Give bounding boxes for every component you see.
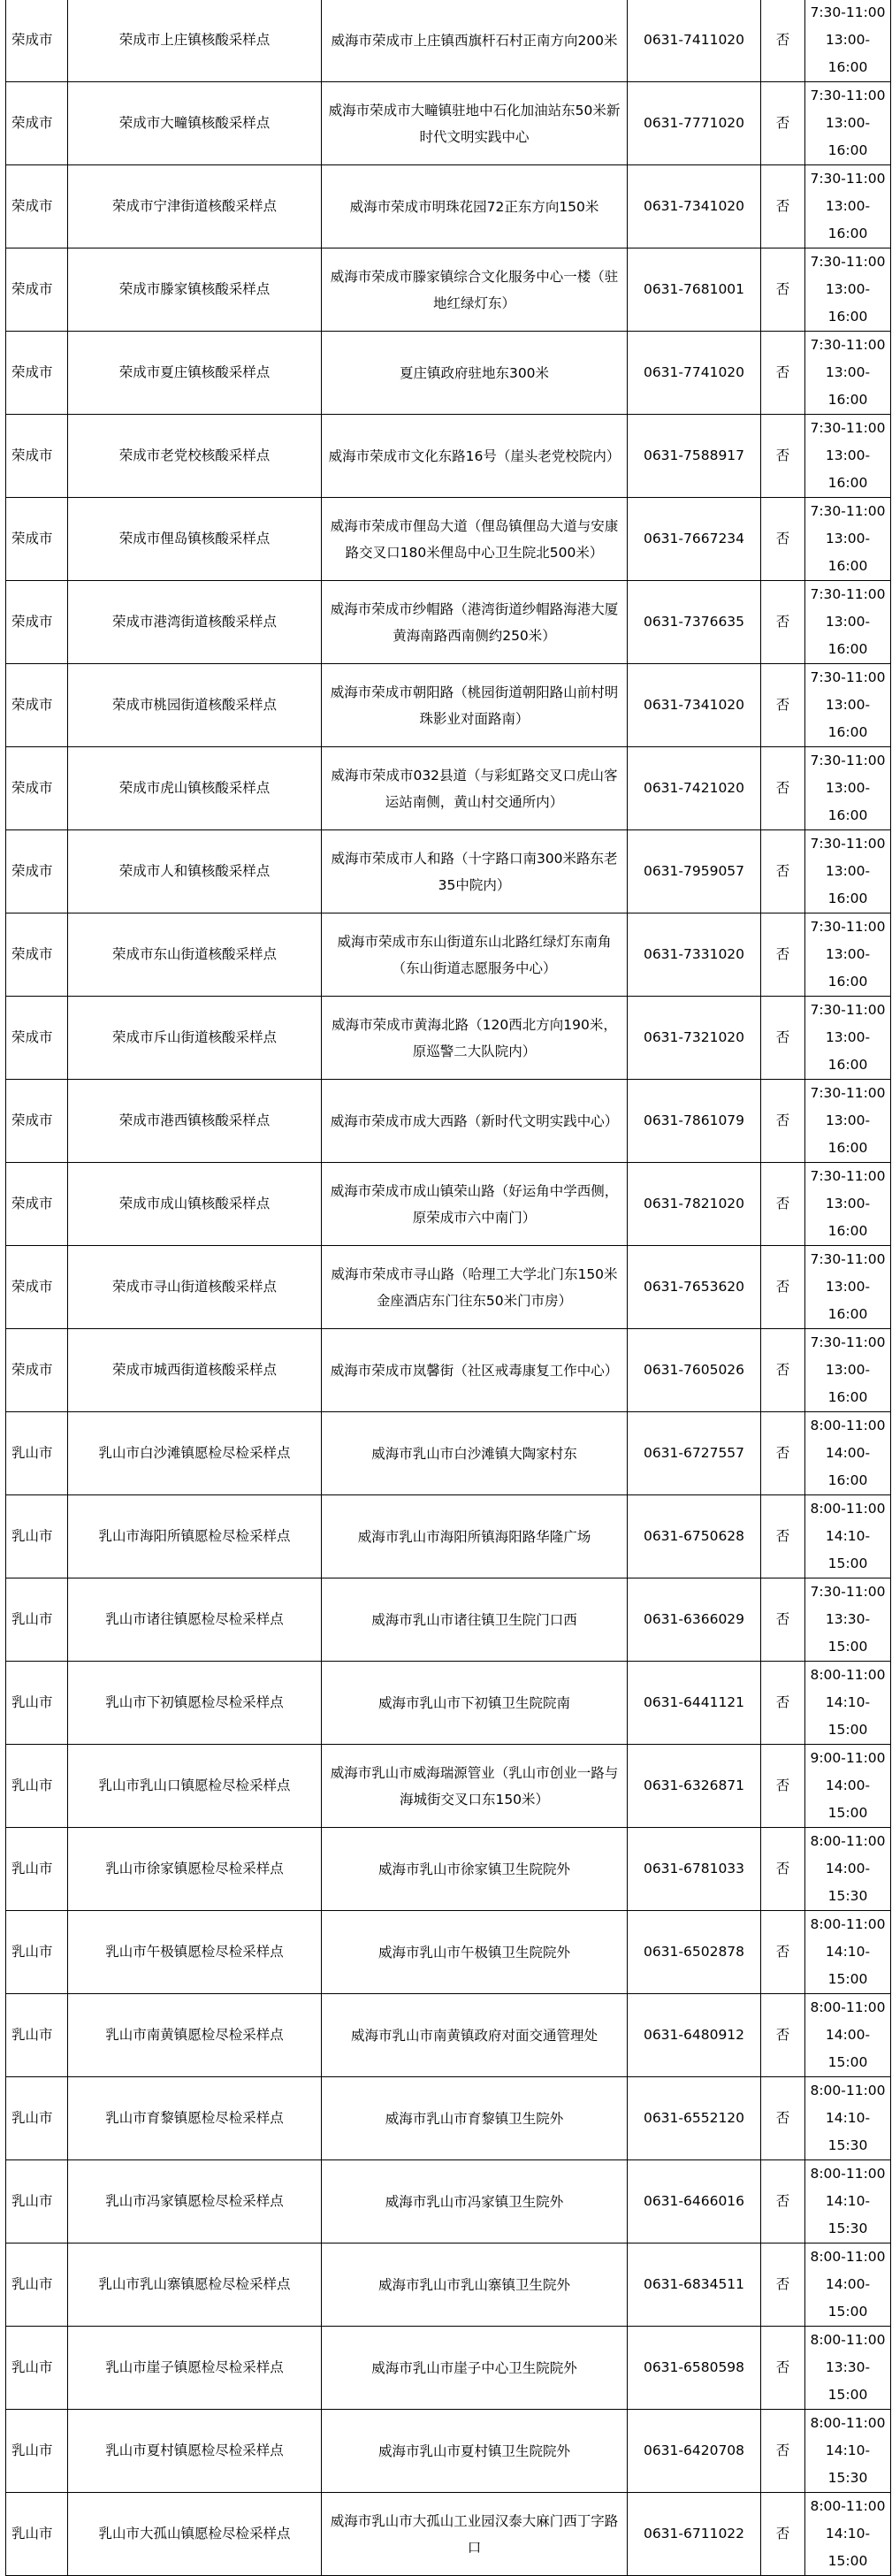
- hours-cell: 8:00-11:00 14:00-15:30: [805, 1828, 891, 1911]
- hours-cell: 7:30-11:00 13:30-15:00: [805, 1578, 891, 1662]
- district-cell: 荣成市: [6, 1080, 68, 1163]
- table-row: [6, 415, 891, 498]
- address-cell: 夏庄镇政府驻地东300米: [322, 332, 628, 415]
- flag-cell: 否: [761, 747, 805, 830]
- address-cell: 威海市荣成市明珠花园72正东方向150米: [322, 165, 628, 248]
- hours-cell: 7:30-11:00 13:00-16:00: [805, 1163, 891, 1246]
- district-cell: 荣成市: [6, 0, 68, 82]
- site-name-cell: 荣成市宁津街道核酸采样点: [68, 165, 322, 248]
- address-cell: 威海市荣成市文化东路16号（崖头老党校院内）: [322, 415, 628, 498]
- flag-cell: 否: [761, 1994, 805, 2077]
- district-cell: 乳山市: [6, 1578, 68, 1662]
- site-name-cell: 乳山市乳山寨镇愿检尽检采样点: [68, 2243, 322, 2327]
- table-row: [6, 332, 891, 415]
- table-row: [6, 747, 891, 830]
- sampling-sites-table: [5, 0, 891, 2576]
- flag-cell: 否: [761, 2493, 805, 2576]
- table-row: [6, 913, 891, 997]
- flag-cell: 否: [761, 1662, 805, 1745]
- address-cell: 威海市乳山市威海瑞源管业（乳山市创业一路与海城街交叉口东150米）: [322, 1745, 628, 1828]
- address-cell: 威海市荣成市滕家镇综合文化服务中心一楼（驻地红绿灯东）: [322, 248, 628, 332]
- district-cell: 荣成市: [6, 1246, 68, 1329]
- site-name-cell: 乳山市乳山口镇愿检尽检采样点: [68, 1745, 322, 1828]
- flag-cell: 否: [761, 1828, 805, 1911]
- district-cell: 荣成市: [6, 913, 68, 997]
- flag-cell: 否: [761, 0, 805, 82]
- site-name-cell: 荣成市港西镇核酸采样点: [68, 1080, 322, 1163]
- district-cell: 荣成市: [6, 1163, 68, 1246]
- phone-cell: 0631-7341020: [628, 165, 761, 248]
- site-name-cell: 乳山市下初镇愿检尽检采样点: [68, 1662, 322, 1745]
- phone-cell: 0631-6326871: [628, 1745, 761, 1828]
- hours-cell: 8:00-11:00 14:00-16:00: [805, 1412, 891, 1495]
- district-cell: 乳山市: [6, 2410, 68, 2493]
- address-cell: 威海市荣成市俚岛大道（俚岛镇俚岛大道与安康路交叉口180米俚岛中心卫生院北500米）: [322, 498, 628, 581]
- phone-cell: 0631-6480912: [628, 1994, 761, 2077]
- address-cell: 威海市荣成市人和路（十字路口南300米路东老35中院内）: [322, 830, 628, 913]
- phone-cell: 0631-6420708: [628, 2410, 761, 2493]
- table-row: [6, 82, 891, 165]
- hours-cell: 8:00-11:00 14:00-15:00: [805, 1994, 891, 2077]
- address-cell: 威海市乳山市诸往镇卫生院门口西: [322, 1578, 628, 1662]
- table-body: [6, 0, 891, 2576]
- hours-cell: 8:00-11:00 14:10-15:00: [805, 1911, 891, 1994]
- district-cell: 荣成市: [6, 1329, 68, 1412]
- address-cell: 威海市乳山市午极镇卫生院院外: [322, 1911, 628, 1994]
- table-row: [6, 1495, 891, 1578]
- flag-cell: 否: [761, 2160, 805, 2243]
- phone-cell: 0631-6750628: [628, 1495, 761, 1578]
- district-cell: 乳山市: [6, 2493, 68, 2576]
- address-cell: 威海市荣成市上庄镇西旗杆石村正南方向200米: [322, 0, 628, 82]
- district-cell: 乳山市: [6, 2077, 68, 2160]
- flag-cell: 否: [761, 2410, 805, 2493]
- table-row: [6, 1329, 891, 1412]
- phone-cell: 0631-6580598: [628, 2327, 761, 2410]
- phone-cell: 0631-7681001: [628, 248, 761, 332]
- flag-cell: 否: [761, 1163, 805, 1246]
- phone-cell: 0631-7421020: [628, 747, 761, 830]
- phone-cell: 0631-6466016: [628, 2160, 761, 2243]
- address-cell: 威海市荣成市岚馨街（社区戒毒康复工作中心）: [322, 1329, 628, 1412]
- site-name-cell: 荣成市港湾街道核酸采样点: [68, 581, 322, 664]
- hours-cell: 9:00-11:00 14:00-15:00: [805, 1745, 891, 1828]
- district-cell: 乳山市: [6, 2243, 68, 2327]
- site-name-cell: 荣成市成山镇核酸采样点: [68, 1163, 322, 1246]
- address-cell: 威海市乳山市南黄镇政府对面交通管理处: [322, 1994, 628, 2077]
- hours-cell: 8:00-11:00 14:10-15:00: [805, 2493, 891, 2576]
- site-name-cell: 乳山市午极镇愿检尽检采样点: [68, 1911, 322, 1994]
- hours-cell: 7:30-11:00 13:00-16:00: [805, 498, 891, 581]
- district-cell: 乳山市: [6, 1412, 68, 1495]
- table-row: [6, 1163, 891, 1246]
- flag-cell: 否: [761, 415, 805, 498]
- flag-cell: 否: [761, 332, 805, 415]
- hours-cell: 7:30-11:00 13:00-16:00: [805, 1246, 891, 1329]
- hours-cell: 7:30-11:00 13:00-16:00: [805, 664, 891, 747]
- site-name-cell: 荣成市大疃镇核酸采样点: [68, 82, 322, 165]
- address-cell: 威海市荣成市纱帽路（港湾街道纱帽路海港大厦黄海南路西南侧约250米）: [322, 581, 628, 664]
- site-name-cell: 乳山市育黎镇愿检尽检采样点: [68, 2077, 322, 2160]
- table-row: [6, 1828, 891, 1911]
- district-cell: 荣成市: [6, 997, 68, 1080]
- phone-cell: 0631-7959057: [628, 830, 761, 913]
- flag-cell: 否: [761, 664, 805, 747]
- district-cell: 荣成市: [6, 248, 68, 332]
- address-cell: 威海市荣成市032县道（与彩虹路交叉口虎山客运站南侧，黄山村交通所内）: [322, 747, 628, 830]
- phone-cell: 0631-6727557: [628, 1412, 761, 1495]
- site-name-cell: 荣成市桃园街道核酸采样点: [68, 664, 322, 747]
- table-row: [6, 1578, 891, 1662]
- phone-cell: 0631-6441121: [628, 1662, 761, 1745]
- phone-cell: 0631-6834511: [628, 2243, 761, 2327]
- flag-cell: 否: [761, 498, 805, 581]
- table-row: [6, 1246, 891, 1329]
- phone-cell: 0631-7861079: [628, 1080, 761, 1163]
- table-row: [6, 1994, 891, 2077]
- flag-cell: 否: [761, 830, 805, 913]
- site-name-cell: 乳山市崖子镇愿检尽检采样点: [68, 2327, 322, 2410]
- site-name-cell: 乳山市徐家镇愿检尽检采样点: [68, 1828, 322, 1911]
- address-cell: 威海市荣成市寻山路（哈理工大学北门东150米金座酒店东门往东50米门市房）: [322, 1246, 628, 1329]
- phone-cell: 0631-7331020: [628, 913, 761, 997]
- district-cell: 乳山市: [6, 1828, 68, 1911]
- phone-cell: 0631-7821020: [628, 1163, 761, 1246]
- district-cell: 荣成市: [6, 498, 68, 581]
- address-cell: 威海市乳山市夏村镇卫生院院外: [322, 2410, 628, 2493]
- table-row: [6, 0, 891, 82]
- phone-cell: 0631-6781033: [628, 1828, 761, 1911]
- hours-cell: 7:30-11:00 13:00-16:00: [805, 581, 891, 664]
- table-row: [6, 1745, 891, 1828]
- address-cell: 威海市乳山市海阳所镇海阳路华隆广场: [322, 1495, 628, 1578]
- site-name-cell: 乳山市夏村镇愿检尽检采样点: [68, 2410, 322, 2493]
- flag-cell: 否: [761, 248, 805, 332]
- hours-cell: 7:30-11:00 13:00-16:00: [805, 248, 891, 332]
- address-cell: 威海市乳山市育黎镇卫生院外: [322, 2077, 628, 2160]
- phone-cell: 0631-7588917: [628, 415, 761, 498]
- flag-cell: 否: [761, 2327, 805, 2410]
- hours-cell: 7:30-11:00 13:00-16:00: [805, 1329, 891, 1412]
- phone-cell: 0631-6711022: [628, 2493, 761, 2576]
- district-cell: 荣成市: [6, 165, 68, 248]
- address-cell: 威海市乳山市徐家镇卫生院院外: [322, 1828, 628, 1911]
- district-cell: 荣成市: [6, 415, 68, 498]
- table-row: [6, 498, 891, 581]
- district-cell: 乳山市: [6, 1495, 68, 1578]
- site-name-cell: 荣成市虎山镇核酸采样点: [68, 747, 322, 830]
- flag-cell: 否: [761, 913, 805, 997]
- phone-cell: 0631-7605026: [628, 1329, 761, 1412]
- table-row: [6, 830, 891, 913]
- table-row: [6, 165, 891, 248]
- table-row: [6, 2327, 891, 2410]
- phone-cell: 0631-7376635: [628, 581, 761, 664]
- address-cell: 威海市乳山市下初镇卫生院院南: [322, 1662, 628, 1745]
- table-row: [6, 1412, 891, 1495]
- site-name-cell: 乳山市大孤山镇愿检尽检采样点: [68, 2493, 322, 2576]
- table-row: [6, 2493, 891, 2576]
- address-cell: 威海市荣成市朝阳路（桃园街道朝阳路山前村明珠影业对面路南）: [322, 664, 628, 747]
- hours-cell: 7:30-11:00 13:00-16:00: [805, 82, 891, 165]
- hours-cell: 7:30-11:00 13:00-16:00: [805, 913, 891, 997]
- site-name-cell: 荣成市东山街道核酸采样点: [68, 913, 322, 997]
- table-row: [6, 248, 891, 332]
- flag-cell: 否: [761, 1745, 805, 1828]
- table-row: [6, 997, 891, 1080]
- hours-cell: 8:00-11:00 14:10-15:00: [805, 1495, 891, 1578]
- site-name-cell: 乳山市诸往镇愿检尽检采样点: [68, 1578, 322, 1662]
- phone-cell: 0631-7771020: [628, 82, 761, 165]
- table-row: [6, 2410, 891, 2493]
- address-cell: 威海市荣成市黄海北路（120西北方向190米，原巡警二大队院内）: [322, 997, 628, 1080]
- hours-cell: 8:00-11:00 14:10-15:30: [805, 2160, 891, 2243]
- site-name-cell: 荣成市斥山街道核酸采样点: [68, 997, 322, 1080]
- site-name-cell: 乳山市冯家镇愿检尽检采样点: [68, 2160, 322, 2243]
- flag-cell: 否: [761, 1329, 805, 1412]
- address-cell: 威海市荣成市大疃镇驻地中石化加油站东50米新时代文明实践中心: [322, 82, 628, 165]
- hours-cell: 8:00-11:00 14:10-15:30: [805, 2410, 891, 2493]
- table-row: [6, 581, 891, 664]
- site-name-cell: 乳山市海阳所镇愿检尽检采样点: [68, 1495, 322, 1578]
- table-row: [6, 1080, 891, 1163]
- hours-cell: 7:30-11:00 13:00-16:00: [805, 0, 891, 82]
- hours-cell: 8:00-11:00 13:30-15:00: [805, 2327, 891, 2410]
- hours-cell: 8:00-11:00 14:00-15:00: [805, 2243, 891, 2327]
- flag-cell: 否: [761, 1080, 805, 1163]
- hours-cell: 7:30-11:00 13:00-16:00: [805, 165, 891, 248]
- flag-cell: 否: [761, 1412, 805, 1495]
- address-cell: 威海市荣成市成大西路（新时代文明实践中心）: [322, 1080, 628, 1163]
- hours-cell: 7:30-11:00 13:00-16:00: [805, 830, 891, 913]
- district-cell: 荣成市: [6, 581, 68, 664]
- phone-cell: 0631-7341020: [628, 664, 761, 747]
- site-name-cell: 乳山市南黄镇愿检尽检采样点: [68, 1994, 322, 2077]
- site-name-cell: 荣成市人和镇核酸采样点: [68, 830, 322, 913]
- flag-cell: 否: [761, 82, 805, 165]
- table-row: [6, 664, 891, 747]
- flag-cell: 否: [761, 1246, 805, 1329]
- phone-cell: 0631-7667234: [628, 498, 761, 581]
- site-name-cell: 荣成市夏庄镇核酸采样点: [68, 332, 322, 415]
- site-name-cell: 荣成市俚岛镇核酸采样点: [68, 498, 322, 581]
- district-cell: 乳山市: [6, 1745, 68, 1828]
- district-cell: 荣成市: [6, 830, 68, 913]
- table-row: [6, 2160, 891, 2243]
- district-cell: 乳山市: [6, 2327, 68, 2410]
- table-row: [6, 1911, 891, 1994]
- phone-cell: 0631-6552120: [628, 2077, 761, 2160]
- site-name-cell: 荣成市城西街道核酸采样点: [68, 1329, 322, 1412]
- hours-cell: 7:30-11:00 13:00-16:00: [805, 747, 891, 830]
- phone-cell: 0631-6366029: [628, 1578, 761, 1662]
- hours-cell: 7:30-11:00 13:00-16:00: [805, 1080, 891, 1163]
- site-name-cell: 乳山市白沙滩镇愿检尽检采样点: [68, 1412, 322, 1495]
- district-cell: 乳山市: [6, 1994, 68, 2077]
- phone-cell: 0631-6502878: [628, 1911, 761, 1994]
- district-cell: 乳山市: [6, 1662, 68, 1745]
- flag-cell: 否: [761, 2077, 805, 2160]
- address-cell: 威海市荣成市东山街道东山北路红绿灯东南角（东山街道志愿服务中心）: [322, 913, 628, 997]
- flag-cell: 否: [761, 2243, 805, 2327]
- phone-cell: 0631-7321020: [628, 997, 761, 1080]
- site-name-cell: 荣成市滕家镇核酸采样点: [68, 248, 322, 332]
- hours-cell: 8:00-11:00 14:10-15:00: [805, 1662, 891, 1745]
- site-name-cell: 荣成市老党校核酸采样点: [68, 415, 322, 498]
- district-cell: 荣成市: [6, 664, 68, 747]
- flag-cell: 否: [761, 1495, 805, 1578]
- table-row: [6, 1662, 891, 1745]
- hours-cell: 7:30-11:00 13:00-16:00: [805, 415, 891, 498]
- address-cell: 威海市乳山市冯家镇卫生院外: [322, 2160, 628, 2243]
- flag-cell: 否: [761, 1578, 805, 1662]
- phone-cell: 0631-7741020: [628, 332, 761, 415]
- address-cell: 威海市乳山市崖子中心卫生院院外: [322, 2327, 628, 2410]
- table-row: [6, 2243, 891, 2327]
- flag-cell: 否: [761, 581, 805, 664]
- address-cell: 威海市荣成市成山镇荣山路（好运角中学西侧，原荣成市六中南门）: [322, 1163, 628, 1246]
- hours-cell: 8:00-11:00 14:10-15:30: [805, 2077, 891, 2160]
- hours-cell: 7:30-11:00 13:00-16:00: [805, 332, 891, 415]
- address-cell: 威海市乳山市白沙滩镇大陶家村东: [322, 1412, 628, 1495]
- address-cell: 威海市乳山市乳山寨镇卫生院外: [322, 2243, 628, 2327]
- flag-cell: 否: [761, 997, 805, 1080]
- district-cell: 乳山市: [6, 2160, 68, 2243]
- phone-cell: 0631-7411020: [628, 0, 761, 82]
- table-row: [6, 2077, 891, 2160]
- flag-cell: 否: [761, 165, 805, 248]
- district-cell: 乳山市: [6, 1911, 68, 1994]
- phone-cell: 0631-7653620: [628, 1246, 761, 1329]
- flag-cell: 否: [761, 1911, 805, 1994]
- address-cell: 威海市乳山市大孤山工业园汉泰大麻门西丁字路口: [322, 2493, 628, 2576]
- district-cell: 荣成市: [6, 82, 68, 165]
- district-cell: 荣成市: [6, 332, 68, 415]
- site-name-cell: 荣成市寻山街道核酸采样点: [68, 1246, 322, 1329]
- hours-cell: 7:30-11:00 13:00-16:00: [805, 997, 891, 1080]
- district-cell: 荣成市: [6, 747, 68, 830]
- site-name-cell: 荣成市上庄镇核酸采样点: [68, 0, 322, 82]
